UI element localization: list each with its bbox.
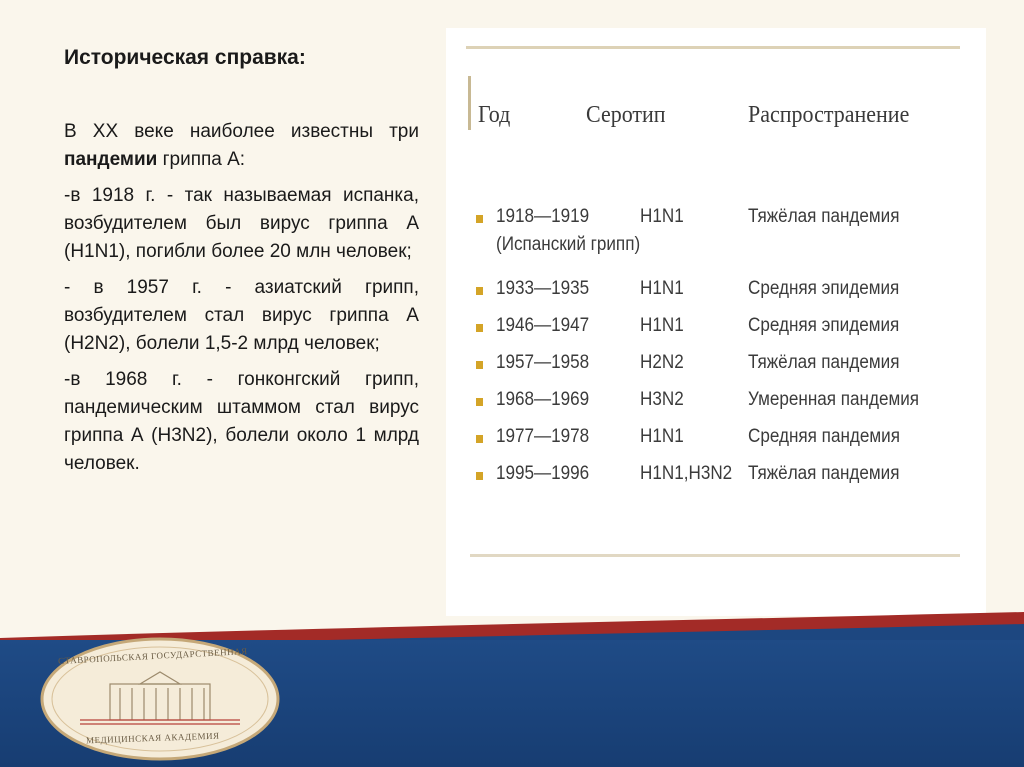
row-year: 1995—1996	[496, 463, 590, 484]
row-spread: Средняя эпидемия	[748, 278, 900, 299]
row-year: 1977—1978	[496, 426, 590, 447]
row-serotype: H3N2	[640, 389, 684, 410]
bullet-icon	[476, 398, 483, 406]
header-spread: Распространение	[748, 100, 910, 128]
table-row	[476, 352, 976, 378]
row-year: 1933—1935	[496, 278, 590, 299]
row-serotype: H1N1	[640, 206, 684, 227]
table-bottom-rule	[470, 554, 960, 557]
row-spread: Тяжёлая пандемия	[748, 352, 900, 373]
intro-rest: гриппа А:	[157, 149, 246, 170]
paragraph-1918: -в 1918 г. - так называемая испанка, возбудителем был вирус гриппа А (H1N1), погибли более 20 млн человек;	[64, 185, 419, 262]
row-spread: Умеренная пандемия	[748, 389, 920, 410]
bullet-icon	[476, 215, 483, 223]
row-serotype: H1N1	[640, 426, 684, 447]
row-spread: Средняя эпидемия	[748, 315, 900, 336]
bullet-icon	[476, 324, 483, 332]
bullet-icon	[476, 472, 483, 480]
paragraph-intro	[64, 118, 419, 174]
logo-text-top: СТАВРОПОЛЬСКАЯ ГОСУДАРСТВЕННАЯ	[57, 646, 248, 666]
table-row	[476, 315, 976, 341]
intro-bold: пандемии	[64, 149, 158, 170]
row-serotype: H1N1,H3N2	[640, 463, 733, 484]
row-year: 1957—1958	[496, 352, 590, 373]
intro-text: В XX веке наиболее известны три	[64, 121, 419, 142]
table-row	[476, 463, 976, 489]
row-year: 1918—1919	[496, 206, 590, 227]
table-top-rule	[466, 46, 960, 49]
table-row	[476, 426, 976, 452]
row-note-spanish-flu: (Испанский грипп)	[496, 234, 641, 255]
pandemic-table	[446, 28, 986, 616]
body-text	[64, 118, 419, 486]
header-serotype: Серотип	[586, 100, 666, 128]
table-row	[476, 389, 976, 415]
slide-title: Историческая справка:	[64, 46, 306, 69]
row-serotype: H1N1	[640, 315, 684, 336]
header-year: Год	[478, 100, 511, 128]
row-spread: Средняя пандемия	[748, 426, 900, 447]
row-spread: Тяжёлая пандемия	[748, 206, 900, 227]
logo-text-bottom: МЕДИЦИНСКАЯ АКАДЕМИЯ	[85, 730, 220, 746]
row-year: 1968—1969	[496, 389, 590, 410]
table-row	[476, 278, 976, 304]
row-year: 1946—1947	[496, 315, 590, 336]
bullet-icon	[476, 435, 483, 443]
row-spread: Тяжёлая пандемия	[748, 463, 900, 484]
table-row	[476, 206, 976, 232]
row-serotype: H1N1	[640, 278, 684, 299]
paragraph-1957: - в 1957 г. - азиатский грипп, возбудителем стал вирус гриппа А (H2N2), болели 1,5-2 млрд человек;	[64, 277, 419, 354]
table-accent-bar	[468, 76, 471, 130]
row-serotype: H2N2	[640, 352, 684, 373]
paragraph-1968: -в 1968 г. - гонконгский грипп, пандемическим штаммом стал вирус гриппа А (H3N2), болели около 1 млрд человек.	[64, 369, 419, 474]
bullet-icon	[476, 287, 483, 295]
bullet-icon	[476, 361, 483, 369]
